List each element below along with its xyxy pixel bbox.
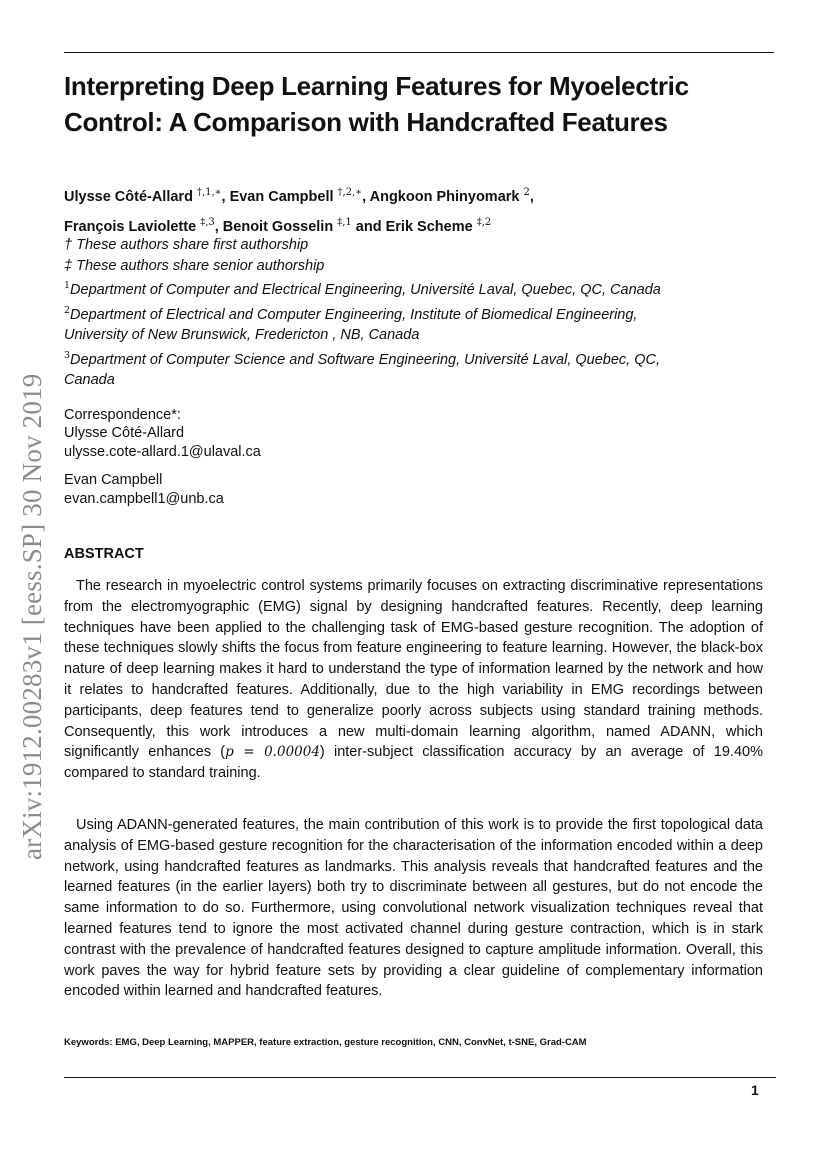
author-conjunction: and [355,218,382,235]
page-number: 1 [751,1082,759,1098]
author-mark: ‡,1 [337,216,352,228]
correspondence-label: Correspondence*: [64,407,181,423]
affiliation-1 [64,276,704,300]
correspondent-name: Evan Campbell [64,472,163,489]
author-name: Erik Scheme [385,218,473,235]
abstract-paragraph-1 [64,576,763,784]
keywords-line: Keywords: EMG, Deep Learning, MAPPER, feature extraction, gesture recognition, CNN, ConvNet, t-SNE, Grad-CAM [64,1037,587,1048]
author-name: Benoit Gosselin [222,218,334,235]
author-name: Ulysse Côté-Allard [64,188,193,205]
affiliation-text: Department of Computer and Electrical Engineering, Université Laval, Quebec, QC, Canada [70,282,661,299]
author-mark: ‡,2 [476,216,492,228]
author-name: Angkoon Phinyomark [369,188,520,205]
affiliations [64,235,704,391]
header-rule [64,52,774,53]
abstract-paragraph-2: Using ADANN-generated features, the main contribution of this work is to provide the first topological data analysis of EMG-based gesture recognition for the characterisation of the information encoded within a deep network, using handcrafted features as landmarks. This analysis reveals that handcrafted features and the learned features (in the earlier layers) both try to discriminate between all gestures, but do not encode the same information to do so. Furthermore, using convolutional network visualization techniques reveal that learned features tend to ignore the most activated channel during gesture contraction, which is in stark contrast with the prevalence of handcrafted features designed to capture amplitude information. Overall, this work paves the way for hybrid feature sets by providing a clear guideline of complementary information encoded within learned and handcrafted features. [64,817,763,1000]
correspondent-email[interactable]: ulysse.cote-allard.1@ulaval.ca [64,443,261,460]
affiliation-number: 3 [64,349,71,361]
abstract-text: The research in myoelectric control systems primarily focuses on extracting discriminative representations from the electromyographic (EMG) signal by designing handcrafted features. Recently, deep learning techniques have been applied to the challenging task of EMG-based gesture recognition. The adoption of these techniques slowly shifts the focus from feature engineering to feature learning. However, the black-box nature of deep learning makes it hard to understand the type of information learned by the network and how it relates to handcrafted features. Additionally, due to the high variability in EMG recordings between participants, deep features tend to generalize poorly across subjects using standard training methods. Consequently, this work introduces a new multi-domain learning algorithm, named ADANN, which significantly enhances ( [64,578,763,761]
affiliation-number: 1 [64,280,71,292]
arxiv-sidebar-stamp: arXiv:1912.00283v1 [eess.SP] 30 Nov 2019 [17,373,47,860]
author-mark: ‡,3 [200,216,215,228]
author-list: Ulysse Côté-Allard $^{\dagger,1,∗}$, Evan Campbell $^{\dagger,2,∗}$, Angkoon Phinyomark $^2$, François Laviolette $^{\ddagger,3}$, Benoit Gosselin $^{\ddagger,1}$ and Erik Scheme $^{\ddagger,2}$ [64,187,534,235]
footer-rule [64,1077,776,1078]
first-authorship-note: † These authors share first authorship [64,237,309,253]
author-mark: 2 [523,187,530,198]
author-mark: †,2,∗ [337,187,363,198]
affiliation-2 [64,301,704,346]
affiliation-number: 2 [64,304,71,316]
abstract-text: ) inter-subject classification accuracy by an average of 19.40% compared to standard training. [64,744,763,782]
correspondence-block [64,406,464,508]
correspondent-name: Ulysse Côté-Allard [64,425,185,442]
affiliation-3 [64,346,704,391]
affiliation-text: Department of Computer Science and Software Engineering, Université Laval, Quebec, QC, Canada [64,351,661,389]
p-value: p = 0.00004 [225,744,320,761]
abstract-heading: ABSTRACT [64,546,144,562]
senior-authorship-note: ‡ These authors share senior authorship [64,257,325,274]
correspondent-email[interactable]: evan.campbell1@unb.ca [64,490,224,507]
affiliation-text: Department of Electrical and Computer Engineering, Institute of Biomedical Engineering, University of New Brunswick, Fredericton , NB, Canada [64,306,638,344]
paper-title: Interpreting Deep Learning Features for Myoelectric Control: A Comparison with Handcrafted Features [64,71,689,137]
author-mark: †,1,∗ [196,187,222,198]
author-name: François Laviolette [64,218,197,235]
author-name: Evan Campbell [229,188,334,205]
